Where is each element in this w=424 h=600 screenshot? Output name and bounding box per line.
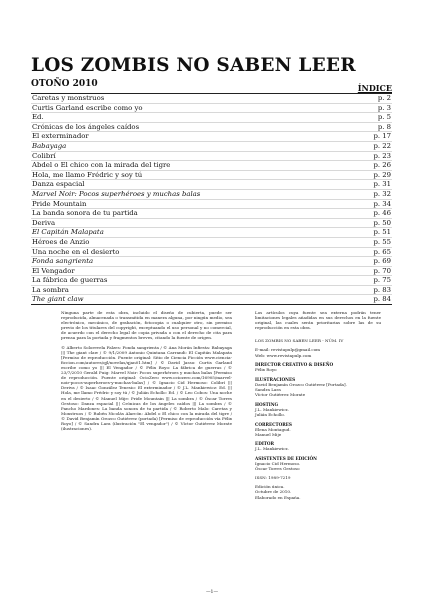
toc-title: Curtis Garland escribe como yo [32,103,143,112]
toc-page: p. 8 [377,122,391,131]
toc-page: p. 69 [373,257,391,266]
toc-row [31,132,392,142]
web-line: Web: www.revistapulp.com [255,352,312,358]
toc-title: Una noche en el desierto [32,247,120,256]
legal-column [61,310,232,435]
toc-row [31,142,392,152]
magazine-title: LOS ZOMBIS NO SABEN LEER [31,55,356,76]
staff-line: Elena Montagud. [255,426,291,432]
toc-page: p. 50 [373,218,391,227]
toc-page: p. 70 [373,266,391,275]
toc-title: Crónicas de los ángeles caídos [32,122,140,131]
email-line: E-mail: revistapulp@gmail.com [255,347,321,353]
toc-row [31,180,392,190]
toc-row [31,248,392,258]
toc-page: p. 83 [373,285,391,294]
staff-heading: ILUSTRACIONES [255,376,296,382]
toc-page: p. 22 [373,141,391,150]
toc-page: p. 31 [373,180,391,189]
staff-line: Félix Royo [255,367,277,373]
toc-title: El Capitán Malapata [32,228,104,237]
toc-page: p. 5 [377,113,391,122]
toc-page: p. 51 [373,228,391,237]
toc-title: Pride Mountain [32,199,87,208]
toc-row [31,238,392,248]
toc-row [31,161,392,171]
toc-title: Hola, me llamo Frédric y soy tú [32,170,143,179]
toc-title: Caretas y monstruos [32,94,105,102]
toc-title: Fonda sangrienta [32,257,94,266]
toc-title: La sombra [32,285,69,294]
toc-row [31,209,392,219]
toc-page: p. 32 [373,189,391,198]
toc-title: Ed. [32,113,44,122]
toc-page: p. 26 [373,161,391,170]
staff-heading: DIRECTOR CREATIVO & DISEÑO [255,362,334,368]
toc-row [31,171,392,181]
staff-line: David Benjamín Orozco Gutiérrez [Portada]. [255,381,347,387]
staff-line: ISSN: 1989-7219 [255,475,291,481]
staff-line: J.L. Mankiewicz. [255,406,289,412]
page-number: —1— [205,590,219,595]
toc-page: p. 2 [377,94,391,102]
toc-row [31,228,392,238]
toc-row [31,113,392,123]
issue-label: OTOÑO 2010 [31,79,98,89]
copyright-notice: Ninguna parte de esta obra, incluido el diseño de cubierta, puede ser reproducida, almacenada o transmitida en manera alguna, por ningún medio, sea electrónico, mecánico, de grabación, fotocopia o cualquier otro, sin permiso previo de los titulares del copyright, exceptuando el uso personal y no comercial, de acuerdo con el derecho legal de copia privada o con el derecho de cita para prensa para la portada y fragmentos breves, citando la fuente de origen. [61,310,232,341]
toc-title: Abdel o El chico con la mirada del tigre [32,161,171,170]
issue-brand-line: LOS ZOMBIS NO SABEN LEER - NÚM. IV [255,338,344,344]
toc-page: p. 29 [373,170,391,179]
external-sources-note: Los artículos cuya fuente sea externa podrán tener limitaciones legales añadidas en sus derechos en la fuente original, las cuales serán prioritarias sobre las de su reproducción en esta obra. [255,310,381,331]
staff-column [255,310,381,500]
toc-row [31,276,392,286]
staff-heading: HOSTING [255,401,279,407]
toc-row [31,190,392,200]
toc-page: p. 17 [373,132,391,141]
staff-line: Edición única. [255,484,285,490]
toc-row [31,104,392,114]
staff-heading: ASISTENTES DE EDICIÓN [255,455,318,461]
toc-row [31,267,392,277]
toc-row [31,152,392,162]
toc-title: Héroes de Anzio [32,237,90,246]
toc-title: Danza espacial [32,180,85,189]
staff-sections [255,362,381,499]
table-of-contents [31,93,392,305]
toc-page: p. 34 [373,199,391,208]
toc-page: p. 84 [373,295,391,304]
toc-title: Babayaga [32,141,67,150]
toc-row [31,295,392,304]
author-credits: © Alberto Solorevela Falzes: Fonda sangrienta / © Ana Morán Infiesta: Babayaga ||| The giant claw / © 9/1/2009 Antonio Quintana Carrandi: El Capitán Malapata [Permiso de reproducción. Fuente original: Sitio de Ciencia Ficción www.ciencia-ficcion.com/autores/qjl/novelas/qjan01.htm] / © David Jasso: Curtis Garland escribe como yo ||| El Vengador / © Félix Royo: La fábrica de guerras / © 23/7/2010 Gerald Puig: Marvel Noir: Pocos superhéroes y muchas balas [Permiso de reproducción. Fuente original: OcioZero www.ociozero.com/16905/marvel-noir-pocos-superheroes-y-muchas-balas] / © Ignacio Cid Hermoso: Colibrí ||| Deriva / © Isaac González Tenesio: El exterminador / © J.L. Mankiewicz: Ed. ||| Hola, me llamo Frédric y soy tú / © Julián Echollo: Ed. / © Leo Cobos: Una noche en el desierto / © Manuel Mije: Pride Mountain ||| La sombra / © Óscar Torres Gestoso: Danza espacial ||| Crónicas de los ángeles caídos ||| La sombra / © Pancho Mardones: La banda sonora de tu partida / © Roberto Malo: Caretas y Monstruos / © Rubén Nicolás Alarcón: Abdel o El chico con la mirada del tigre / © David Benjamín Orozco Gutiérrez (portada) [Permiso de reproducción vía Félix Royo] / © Sandra Lara (ilustración "El vengador") / © Víctor Gutiérrez Morate (ilustraciones). [61,344,232,432]
index-heading: ÍNDICE [357,83,392,93]
toc-row [31,94,392,104]
toc-title: El Vengador [32,266,75,275]
staff-line: Víctor Gutiérrez Morate [255,392,306,398]
staff-line: Manuel Mije [255,431,282,437]
toc-row [31,219,392,229]
toc-row [31,257,392,267]
toc-row [31,286,392,296]
staff-line: Ignacio Cid Hermoso. [255,461,301,467]
toc-title: The giant claw [32,295,84,304]
staff-line: Julián Echollo. [255,411,285,417]
staff-heading: CORRECTORES [255,421,292,427]
toc-page: p. 3 [377,103,391,112]
toc-title: El exterminador [32,132,89,141]
toc-page: p. 55 [373,237,391,246]
toc-page: p. 46 [373,209,391,218]
toc-page: p. 23 [373,151,391,160]
staff-line: J.L. Mankiewicz. [255,446,289,452]
toc-page: p. 65 [373,247,391,256]
toc-page: p. 75 [373,276,391,285]
toc-title: Deriva [32,218,56,227]
toc-row [31,123,392,133]
staff-heading: EDITOR [255,441,275,447]
staff-line: Sandra Lara [255,387,281,393]
toc-title: La fábrica de guerras [32,276,108,285]
toc-title: Marvel Noir: Pocos superhéroes y muchas balas [32,189,201,198]
toc-row [31,200,392,210]
toc-title: La banda sonora de tu partida [32,209,138,218]
toc-title: Colibrí [32,151,56,160]
staff-line: Óscar Torres Gestoso [255,466,300,472]
staff-line: Elaborado en España. [255,494,301,500]
staff-line: Octubre de 2010. [255,489,292,495]
